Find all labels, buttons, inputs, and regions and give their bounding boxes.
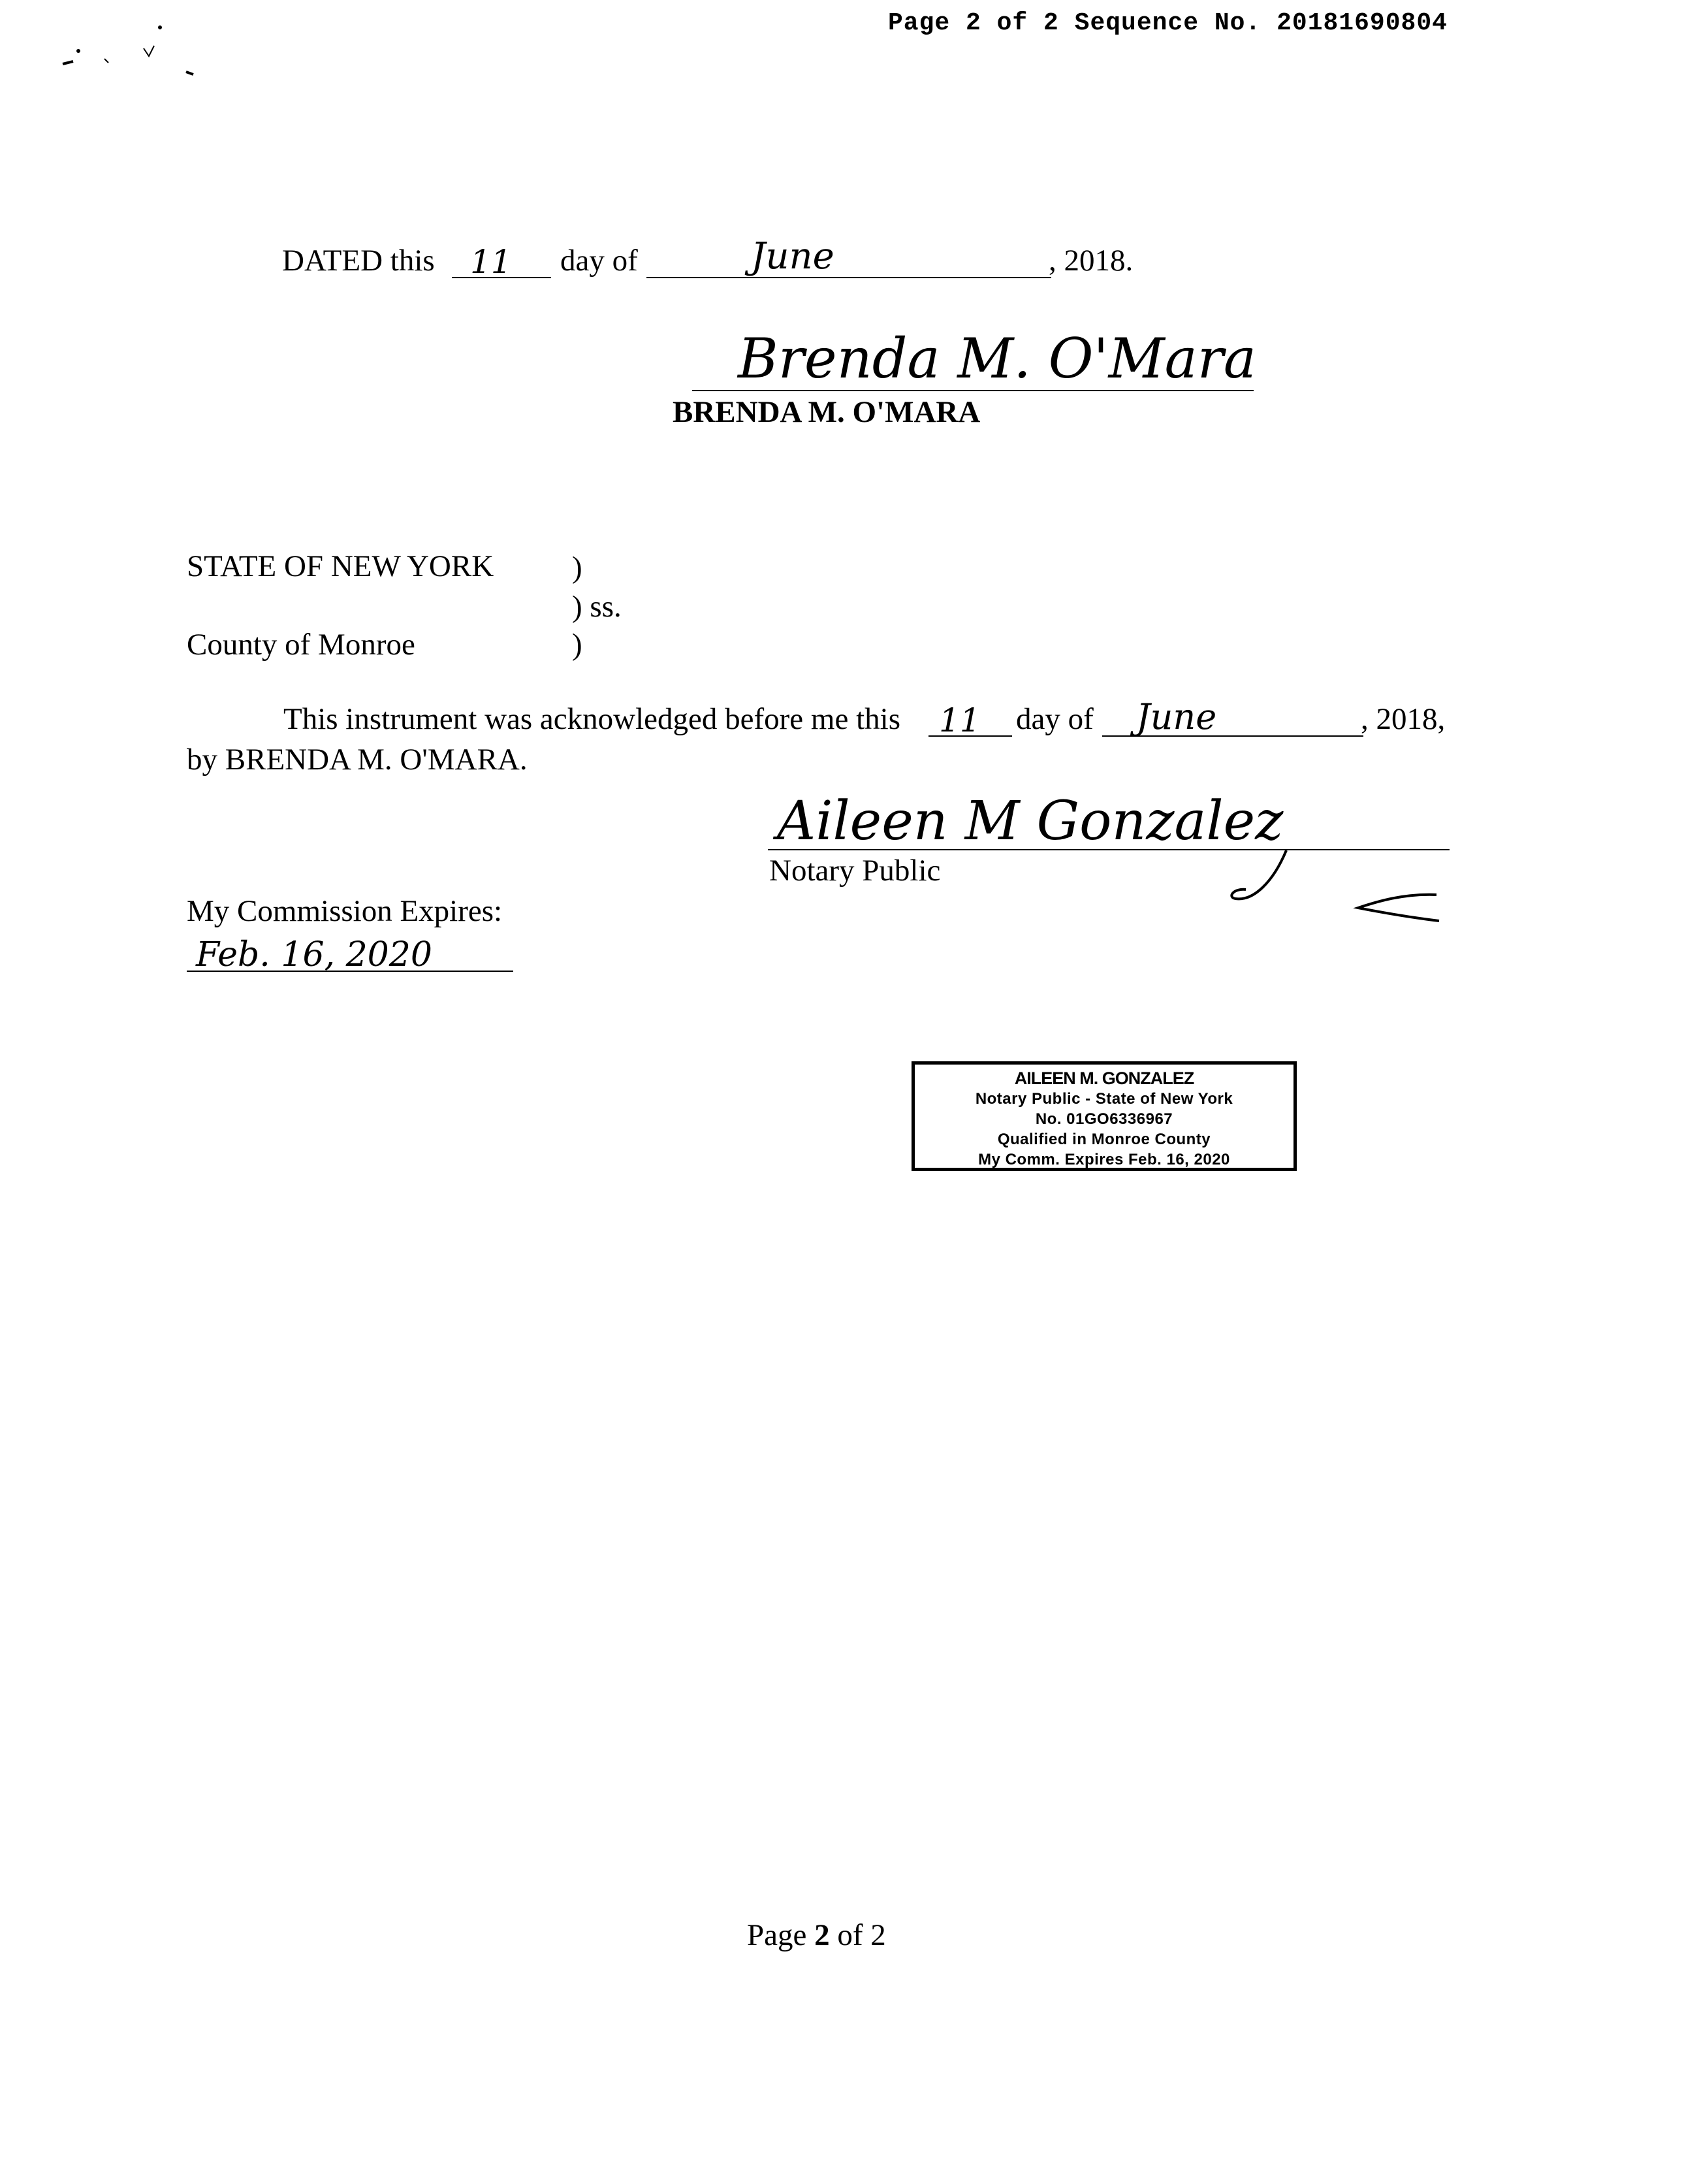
stamp-line-county: Qualified in Monroe County	[997, 1131, 1211, 1148]
notary-stamp	[912, 1061, 1297, 1171]
ack-prefix: This instrument was acknowledged before me this	[283, 702, 900, 736]
footer-page-total: 2	[870, 1918, 886, 1952]
page-sequence-header: Page 2 of 2 Sequence No. 20181690804	[888, 9, 1448, 37]
dated-month-blank	[646, 277, 1051, 278]
signer-printed-name: BRENDA M. O'MARA	[673, 395, 981, 429]
footer-page-number: 2	[814, 1918, 830, 1952]
footer-of-word: of	[837, 1918, 863, 1952]
ack-day-of: day of	[1016, 702, 1094, 736]
stamp-notary-name: AILEEN M. GONZALEZ	[1014, 1068, 1194, 1088]
dated-prefix: DATED this	[282, 244, 435, 278]
venue-ss: ) ss.	[572, 590, 622, 624]
notary-signature: Aileen M Gonzalez	[777, 790, 1284, 852]
notary-title: Notary Public	[769, 854, 941, 888]
stamp-line-title: Notary Public - State of New York	[975, 1090, 1233, 1108]
venue-county: County of Monroe	[187, 628, 415, 662]
page-footer	[747, 1920, 886, 1951]
stamp-line-expiry: My Comm. Expires Feb. 16, 2020	[978, 1151, 1230, 1168]
commission-label: My Commission Expires:	[187, 894, 503, 928]
venue-paren-2: )	[572, 628, 582, 662]
ack-year: , 2018,	[1361, 702, 1446, 736]
signer-signature: Brenda M. O'Mara	[738, 327, 1256, 391]
signature-flourish	[1228, 843, 1450, 940]
commission-date-handwritten: Feb. 16, 2020	[196, 935, 432, 974]
dated-day-handwritten: 11	[470, 243, 512, 281]
signer-signature-line	[692, 390, 1254, 391]
ack-day-handwritten: 11	[939, 701, 981, 739]
venue-paren-1: )	[572, 551, 582, 585]
commission-date-line	[187, 971, 513, 972]
ack-line-2: by BRENDA M. O'MARA.	[187, 743, 528, 777]
venue-state: STATE OF NEW YORK	[187, 549, 494, 583]
stamp-line-number: No. 01GO6336967	[1035, 1110, 1173, 1128]
dated-month-handwritten: June	[751, 235, 834, 278]
ack-month-handwritten: June	[1136, 696, 1217, 737]
dated-day-of: day of	[560, 244, 638, 278]
scan-specks	[59, 20, 209, 85]
dated-year: , 2018.	[1049, 244, 1134, 278]
footer-page-word: Page	[747, 1918, 807, 1952]
